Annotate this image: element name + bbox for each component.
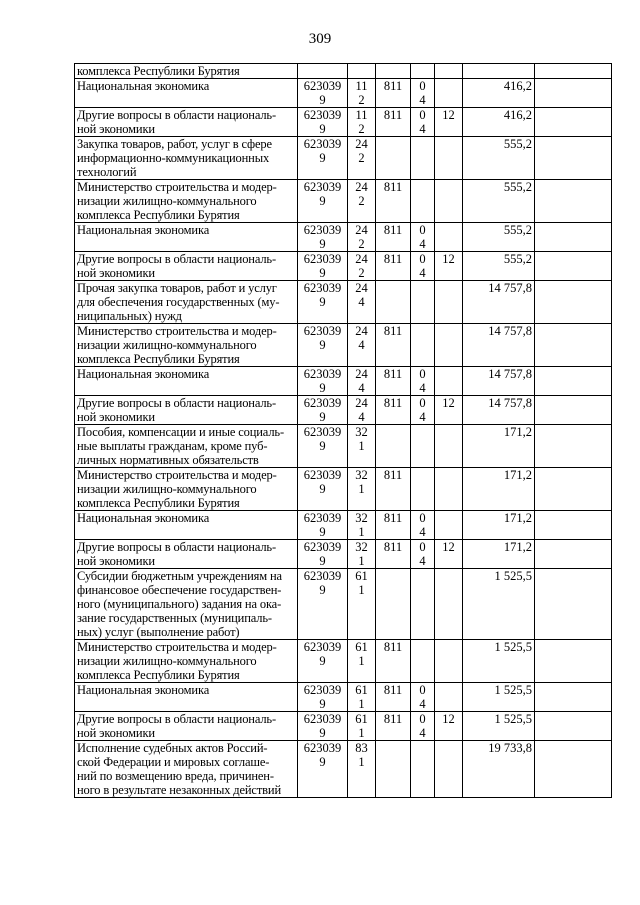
budget-table <box>74 63 612 798</box>
amount-cell: 416,2 <box>463 79 535 108</box>
table-row <box>75 396 612 425</box>
target-article-code-cell: 623039 9 <box>298 79 348 108</box>
row-name-cell: Другие вопросы в области националь- ной экономики <box>75 396 298 425</box>
department-code-cell <box>376 569 411 640</box>
row-name-cell: Закупка товаров, работ, услуг в сфере информационно-коммуникационных технологий <box>75 137 298 180</box>
subsection-code-cell <box>435 281 463 324</box>
empty-cell <box>535 683 612 712</box>
expense-type-code-cell: 24 2 <box>348 252 376 281</box>
empty-cell <box>535 741 612 798</box>
row-name-cell: Национальная экономика <box>75 683 298 712</box>
row-name-cell: комплекса Республики Бурятия <box>75 64 298 79</box>
subsection-code-cell <box>435 223 463 252</box>
department-code-cell <box>376 741 411 798</box>
subsection-code-cell <box>435 137 463 180</box>
expense-type-code-cell: 24 4 <box>348 324 376 367</box>
expense-type-code-cell: 11 2 <box>348 79 376 108</box>
table-row <box>75 281 612 324</box>
section-code-cell: 0 4 <box>411 511 435 540</box>
table-row <box>75 741 612 798</box>
subsection-code-cell <box>435 683 463 712</box>
amount-cell: 14 757,8 <box>463 396 535 425</box>
department-code-cell: 811 <box>376 683 411 712</box>
empty-cell <box>535 79 612 108</box>
expense-type-code-cell: 24 2 <box>348 137 376 180</box>
expense-type-code-cell: 61 1 <box>348 683 376 712</box>
subsection-code-cell <box>435 425 463 468</box>
section-code-cell: 0 4 <box>411 108 435 137</box>
expense-type-code-cell: 24 2 <box>348 223 376 252</box>
page-number: 309 <box>308 31 332 47</box>
table-body <box>75 64 612 798</box>
empty-cell <box>535 64 612 79</box>
amount-cell: 14 757,8 <box>463 324 535 367</box>
section-code-cell <box>411 468 435 511</box>
section-code-cell <box>411 324 435 367</box>
amount-cell: 555,2 <box>463 180 535 223</box>
subsection-code-cell <box>435 180 463 223</box>
target-article-code-cell <box>298 64 348 79</box>
department-code-cell: 811 <box>376 540 411 569</box>
subsection-code-cell <box>435 324 463 367</box>
expense-type-code-cell: 32 1 <box>348 425 376 468</box>
department-code-cell: 811 <box>376 252 411 281</box>
subsection-code-cell <box>435 64 463 79</box>
empty-cell <box>535 324 612 367</box>
department-code-cell: 811 <box>376 367 411 396</box>
row-name-cell: Национальная экономика <box>75 79 298 108</box>
target-article-code-cell: 623039 9 <box>298 367 348 396</box>
table-row <box>75 324 612 367</box>
target-article-code-cell: 623039 9 <box>298 223 348 252</box>
expense-type-code-cell: 32 1 <box>348 511 376 540</box>
expense-type-code-cell: 32 1 <box>348 468 376 511</box>
department-code-cell <box>376 64 411 79</box>
table-row <box>75 64 612 79</box>
table-row <box>75 640 612 683</box>
department-code-cell <box>376 281 411 324</box>
expense-type-code-cell: 24 4 <box>348 281 376 324</box>
target-article-code-cell: 623039 9 <box>298 425 348 468</box>
expense-type-code-cell: 32 1 <box>348 540 376 569</box>
target-article-code-cell: 623039 9 <box>298 396 348 425</box>
section-code-cell: 0 4 <box>411 367 435 396</box>
table-row <box>75 79 612 108</box>
amount-cell: 555,2 <box>463 252 535 281</box>
expense-type-code-cell: 61 1 <box>348 569 376 640</box>
section-code-cell: 0 4 <box>411 683 435 712</box>
subsection-code-cell: 12 <box>435 108 463 137</box>
target-article-code-cell: 623039 9 <box>298 640 348 683</box>
table-row <box>75 712 612 741</box>
amount-cell: 555,2 <box>463 137 535 180</box>
empty-cell <box>535 569 612 640</box>
amount-cell: 14 757,8 <box>463 281 535 324</box>
table-row <box>75 367 612 396</box>
section-code-cell: 0 4 <box>411 712 435 741</box>
section-code-cell: 0 4 <box>411 540 435 569</box>
target-article-code-cell: 623039 9 <box>298 252 348 281</box>
amount-cell: 171,2 <box>463 511 535 540</box>
section-code-cell: 0 4 <box>411 79 435 108</box>
table-row <box>75 569 612 640</box>
subsection-code-cell <box>435 79 463 108</box>
empty-cell <box>535 640 612 683</box>
empty-cell <box>535 396 612 425</box>
department-code-cell: 811 <box>376 511 411 540</box>
table-row <box>75 137 612 180</box>
department-code-cell: 811 <box>376 180 411 223</box>
subsection-code-cell: 12 <box>435 712 463 741</box>
section-code-cell <box>411 64 435 79</box>
amount-cell <box>463 64 535 79</box>
empty-cell <box>535 223 612 252</box>
table-row <box>75 180 612 223</box>
target-article-code-cell: 623039 9 <box>298 108 348 137</box>
department-code-cell: 811 <box>376 640 411 683</box>
table-row <box>75 540 612 569</box>
expense-type-code-cell: 61 1 <box>348 640 376 683</box>
subsection-code-cell <box>435 468 463 511</box>
department-code-cell: 811 <box>376 79 411 108</box>
section-code-cell: 0 4 <box>411 223 435 252</box>
empty-cell <box>535 468 612 511</box>
row-name-cell: Другие вопросы в области националь- ной экономики <box>75 252 298 281</box>
amount-cell: 171,2 <box>463 540 535 569</box>
empty-cell <box>535 108 612 137</box>
subsection-code-cell <box>435 367 463 396</box>
department-code-cell <box>376 137 411 180</box>
row-name-cell: Исполнение судебных актов Россий- ской Федерации и мировых соглаше- ний по возмещению вреда, причинен- ного в результате незаконных действий <box>75 741 298 798</box>
subsection-code-cell <box>435 741 463 798</box>
amount-cell: 171,2 <box>463 425 535 468</box>
empty-cell <box>535 252 612 281</box>
amount-cell: 555,2 <box>463 223 535 252</box>
department-code-cell: 811 <box>376 108 411 137</box>
target-article-code-cell: 623039 9 <box>298 324 348 367</box>
row-name-cell: Субсидии бюджетным учреждениям на финансовое обеспечение государствен- ного (муниципального) задания на ока- зание государственных (муниципаль- ных) услуг (выполнение работ) <box>75 569 298 640</box>
section-code-cell <box>411 180 435 223</box>
section-code-cell: 0 4 <box>411 396 435 425</box>
row-name-cell: Национальная экономика <box>75 511 298 540</box>
table-row <box>75 252 612 281</box>
table-row <box>75 425 612 468</box>
table-row <box>75 683 612 712</box>
table-row <box>75 511 612 540</box>
empty-cell <box>535 425 612 468</box>
row-name-cell: Прочая закупка товаров, работ и услуг для обеспечения государственных (му- ниципальных) нужд <box>75 281 298 324</box>
expense-type-code-cell: 11 2 <box>348 108 376 137</box>
empty-cell <box>535 511 612 540</box>
section-code-cell <box>411 640 435 683</box>
table-row <box>75 223 612 252</box>
expense-type-code-cell: 24 4 <box>348 396 376 425</box>
subsection-code-cell <box>435 569 463 640</box>
department-code-cell: 811 <box>376 396 411 425</box>
department-code-cell: 811 <box>376 712 411 741</box>
expense-type-code-cell: 24 2 <box>348 180 376 223</box>
empty-cell <box>535 180 612 223</box>
empty-cell <box>535 540 612 569</box>
row-name-cell: Министерство строительства и модер- низации жилищно-коммунального комплекса Республики Бурятия <box>75 468 298 511</box>
empty-cell <box>535 137 612 180</box>
row-name-cell: Другие вопросы в области националь- ной экономики <box>75 712 298 741</box>
row-name-cell: Пособия, компенсации и иные социаль- ные выплаты гражданам, кроме пуб- личных нормативных обязательств <box>75 425 298 468</box>
target-article-code-cell: 623039 9 <box>298 712 348 741</box>
amount-cell: 416,2 <box>463 108 535 137</box>
subsection-code-cell: 12 <box>435 396 463 425</box>
row-name-cell: Министерство строительства и модер- низации жилищно-коммунального комплекса Республики Бурятия <box>75 180 298 223</box>
target-article-code-cell: 623039 9 <box>298 511 348 540</box>
subsection-code-cell <box>435 511 463 540</box>
section-code-cell <box>411 281 435 324</box>
row-name-cell: Министерство строительства и модер- низации жилищно-коммунального комплекса Республики Бурятия <box>75 324 298 367</box>
target-article-code-cell: 623039 9 <box>298 281 348 324</box>
department-code-cell: 811 <box>376 324 411 367</box>
row-name-cell: Министерство строительства и модер- низации жилищно-коммунального комплекса Республики Бурятия <box>75 640 298 683</box>
department-code-cell: 811 <box>376 223 411 252</box>
table-row <box>75 468 612 511</box>
amount-cell: 1 525,5 <box>463 712 535 741</box>
row-name-cell: Другие вопросы в области националь- ной экономики <box>75 540 298 569</box>
amount-cell: 19 733,8 <box>463 741 535 798</box>
expense-type-code-cell: 24 4 <box>348 367 376 396</box>
target-article-code-cell: 623039 9 <box>298 569 348 640</box>
target-article-code-cell: 623039 9 <box>298 468 348 511</box>
row-name-cell: Национальная экономика <box>75 367 298 396</box>
expense-type-code-cell <box>348 64 376 79</box>
target-article-code-cell: 623039 9 <box>298 180 348 223</box>
target-article-code-cell: 623039 9 <box>298 137 348 180</box>
expense-type-code-cell: 61 1 <box>348 712 376 741</box>
subsection-code-cell: 12 <box>435 252 463 281</box>
department-code-cell <box>376 425 411 468</box>
amount-cell: 171,2 <box>463 468 535 511</box>
subsection-code-cell <box>435 640 463 683</box>
section-code-cell <box>411 569 435 640</box>
empty-cell <box>535 281 612 324</box>
amount-cell: 1 525,5 <box>463 683 535 712</box>
amount-cell: 14 757,8 <box>463 367 535 396</box>
subsection-code-cell: 12 <box>435 540 463 569</box>
section-code-cell: 0 4 <box>411 252 435 281</box>
expense-type-code-cell: 83 1 <box>348 741 376 798</box>
amount-cell: 1 525,5 <box>463 640 535 683</box>
section-code-cell <box>411 741 435 798</box>
department-code-cell: 811 <box>376 468 411 511</box>
empty-cell <box>535 712 612 741</box>
section-code-cell <box>411 425 435 468</box>
target-article-code-cell: 623039 9 <box>298 741 348 798</box>
target-article-code-cell: 623039 9 <box>298 683 348 712</box>
section-code-cell <box>411 137 435 180</box>
target-article-code-cell: 623039 9 <box>298 540 348 569</box>
amount-cell: 1 525,5 <box>463 569 535 640</box>
row-name-cell: Национальная экономика <box>75 223 298 252</box>
empty-cell <box>535 367 612 396</box>
row-name-cell: Другие вопросы в области националь- ной экономики <box>75 108 298 137</box>
table-row <box>75 108 612 137</box>
